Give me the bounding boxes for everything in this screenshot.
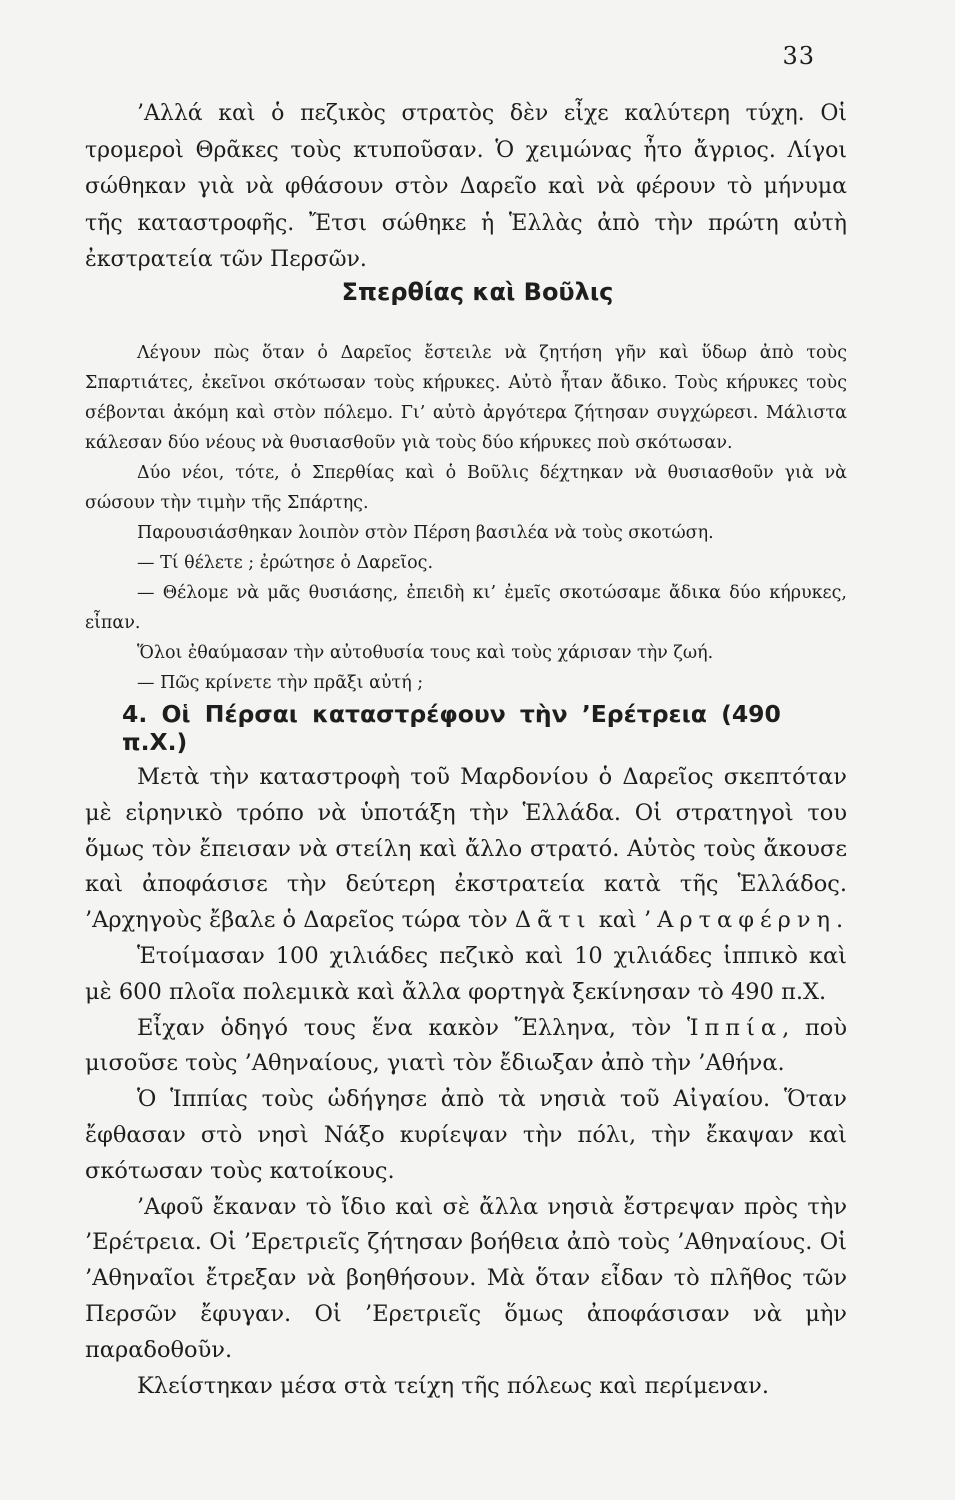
body-text: καὶ bbox=[591, 907, 644, 934]
name-artaphernes: ’Αρταφέρνη bbox=[643, 907, 837, 934]
story-paragraph: Ὅλοι ἐθαύμασαν τὴν αὐτοθυσία τους καὶ τοὺς χάρισαν τὴν ζωή. bbox=[137, 643, 714, 663]
story-paragraph: Παρουσιάσθηκαν λοιπὸν στὸν Πέρση βασιλέα νὰ τοὺς σκοτώση. bbox=[137, 523, 714, 543]
body-paragraph: Κλείστηκαν μέσα στὰ τείχη τῆς πόλεως καὶ περίμεναν. bbox=[137, 1372, 769, 1399]
question-line: — Πῶς κρίνετε τὴν πρᾶξι αὐτή ; bbox=[137, 673, 424, 693]
section-heading-sperthias-boulis: Σπερθίας καὶ Βοῦλις bbox=[341, 278, 614, 306]
name-datis: Δᾶτι bbox=[514, 907, 592, 934]
name-hippias: Ἱππία bbox=[687, 1014, 783, 1041]
body-paragraph bbox=[85, 760, 847, 939]
body-text: Μετὰ τὴν καταστροφὴ τοῦ Μαρδονίου ὁ Δαρεῖος σκεπτόταν μὲ εἰρηνικὸ τρόπο νὰ ὑποτάξη τὴν Ἑλλάδα. Οἱ στρατηγοὶ του ὅμως τὸν ἔπεισαν νὰ στείλη καὶ ἄλλο στρατό. Αὐτὸς τοὺς ἄκουσε καὶ ἀποφάσισε τὴν δεύτερη ἐκστρατεία κατὰ τῆς Ἑλλάδος. ’Αρχηγοὺς ἔβαλε ὁ Δαρεῖος τώρα τὸν bbox=[85, 764, 847, 934]
dialogue-line: — Θέλομε νὰ μᾶς θυσιάσης, ἐπειδὴ κι’ ἐμεῖς σκοτώσαμε ἄδικα δύο κήρυκες, εἶπαν. bbox=[85, 583, 847, 633]
body-paragraph: ’Αφοῦ ἔκαναν τὸ ἴδιο καὶ σὲ ἄλλα νησιὰ ἔστρεψαν πρὸς τὴν ’Ερέτρεια. Οἱ ’Ερετριεῖς ζήτησαν βοήθεια ἀπὸ τοὺς ’Αθηναίους. Οἱ ’Αθηναῖοι ἔτρεξαν νὰ βοηθήσουν. Μὰ ὅταν εἶδαν τὸ πλῆθος τῶν Περσῶν ἔφυγαν. Οἱ ’Ερετριεῖς ὅμως ἀποφάσισαν νὰ μὴν παραδοθοῦν. bbox=[85, 1193, 847, 1363]
dialogue-line: — Τί θέλετε ; ἐρώτησε ὁ Δαρεῖος. bbox=[137, 553, 434, 573]
body-text: , ποὺ μισοῦσε τοὺς ’Αθηναίους, γιατὶ τὸν ἔδιωξαν ἀπὸ τὴν ’Αθήνα. bbox=[85, 1014, 847, 1077]
story-paragraph: Λέγουν πὼς ὅταν ὁ Δαρεῖος ἔστειλε νὰ ζητήση γῆν καὶ ὕδωρ ἀπὸ τοὺς Σπαρτιάτες, ἐκεῖνοι σκότωσαν τοὺς κήρυκες. Αὐτὸ ἦταν ἄδικο. Τοὺς κήρυκες τοὺς σέβονται ἀκόμη καὶ στὸν πόλεμο. Γι’ αὐτὸ ἀργότερα ζήτησαν συγχώρεσι. Μάλιστα κάλεσαν δύο νέους νὰ θυσιασθοῦν γιὰ τοὺς δύο κήρυκες ποὺ σκότωσαν. bbox=[85, 343, 847, 453]
page-number: 33 bbox=[782, 42, 815, 70]
body-paragraph: Ὁ Ἱππίας τοὺς ὡδήγησε ἀπὸ τὰ νησιὰ τοῦ Αἰγαίου. Ὅταν ἔφθασαν στὸ νησὶ Νάξο κυρίεψαν τὴν πόλι, τὴν ἔκαψαν καὶ σκότωσαν τοὺς κατοίκους. bbox=[85, 1086, 847, 1184]
intro-section bbox=[85, 96, 847, 279]
chapter-heading-eretria: 4. Οἱ Πέρσαι καταστρέφουν τὴν ’Ερέτρεια (490 π.Χ.) bbox=[122, 700, 781, 756]
intro-paragraph: ’Αλλά καὶ ὁ πεζικὸς στρατὸς δὲν εἶχε καλύτερη τύχη. Οἱ τρομεροὶ Θρᾶκες τοὺς κτυποῦσαν. Ὁ χειμώνας ἦτο ἄγριος. Λίγοι σώθηκαν γιὰ νὰ φθάσουν στὸν Δαρεῖο καὶ νὰ φέρουν τὸ μήνυμα τῆς καταστροφῆς. Ἔτσι σώθηκε ἡ Ἑλλὰς ἀπὸ τὴν πρώτη αὐτὴ ἐκστρατεία τῶν Περσῶν. bbox=[85, 101, 847, 272]
body-text: Εἶχαν ὁδηγό τους ἕνα κακὸν Ἕλληνα, τὸν bbox=[137, 1014, 687, 1041]
eretria-section-body bbox=[85, 760, 847, 1404]
body-paragraph bbox=[85, 1011, 847, 1083]
story-paragraph: Δύο νέοι, τότε, ὁ Σπερθίας καὶ ὁ Βοῦλις δέχτηκαν νὰ θυσιασθοῦν γιὰ νὰ σώσουν τὴν τιμὴν τῆς Σπάρτης. bbox=[85, 463, 847, 513]
body-paragraph: Ἑτοίμασαν 100 χιλιάδες πεζικὸ καὶ 10 χιλιάδες ἱππικὸ καὶ μὲ 600 πλοῖα πολεμικὰ καὶ ἄλλα φορτηγὰ ξεκίνησαν τὸ 490 π.Χ. bbox=[85, 942, 847, 1005]
sperthias-boulis-story bbox=[85, 338, 847, 698]
body-text: . bbox=[836, 907, 844, 934]
